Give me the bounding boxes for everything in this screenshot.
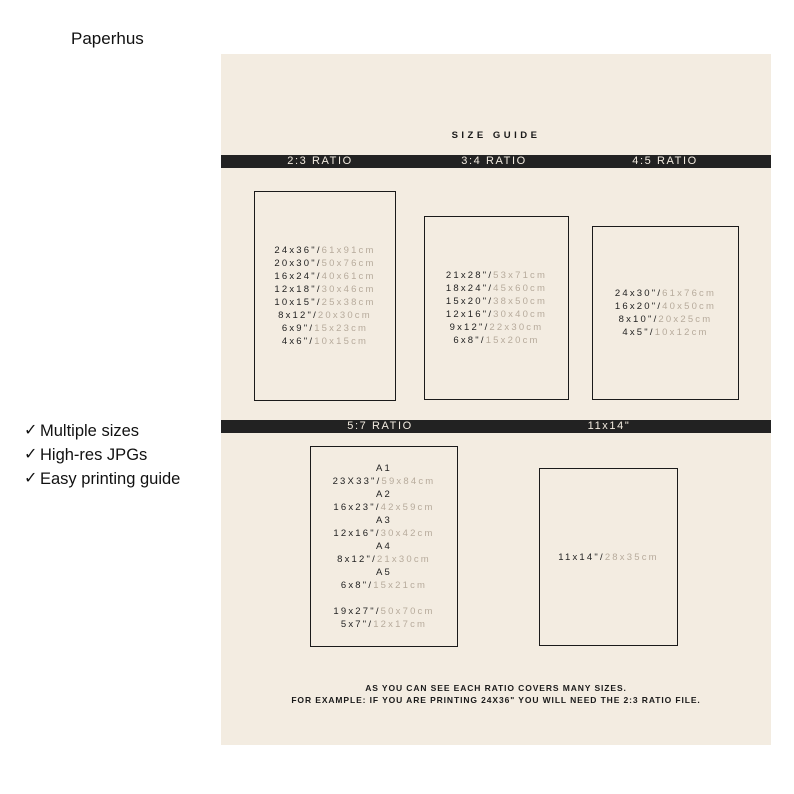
size-row: 24x30"/61x76cm xyxy=(614,288,717,299)
note-line-2: FOR EXAMPLE: IF YOU ARE PRINTING 24X36" YOU WILL NEED THE 2:3 RATIO FILE. xyxy=(291,695,701,705)
paper-label-a4: A4 xyxy=(375,541,393,552)
size-row: 18x24"/45x60cm xyxy=(445,283,548,294)
size-row: 19x27"/50x70cm xyxy=(333,606,435,617)
size-list-11x14 xyxy=(558,551,659,564)
size-row: 6x8"/15x20cm xyxy=(453,335,540,346)
ratio-bar-bottom xyxy=(221,420,771,433)
ratio-label-3-4: 3:4 RATIO xyxy=(461,155,527,167)
size-row: 23X33"/59x84cm xyxy=(332,476,436,487)
ratio-label-5-7: 5:7 RATIO xyxy=(347,420,413,432)
feature-text: Multiple sizes xyxy=(40,422,140,440)
feature-text: Easy printing guide xyxy=(40,470,181,488)
size-row: 8x12"/20x30cm xyxy=(278,310,372,321)
brand-name: Paperhus xyxy=(71,29,144,48)
paper-label-a5: A5 xyxy=(375,567,393,578)
size-row: 24x36"/61x91cm xyxy=(274,245,376,256)
feature-item xyxy=(24,443,180,467)
note-line-1: AS YOU CAN SEE EACH RATIO COVERS MANY SIZES. xyxy=(365,683,627,693)
size-row: 16x24"/40x61cm xyxy=(274,271,376,282)
size-row: 4x5"/10x12cm xyxy=(622,327,709,338)
size-row: 11x14"/28x35cm xyxy=(558,551,659,563)
frame-3-4 xyxy=(424,216,569,400)
paper-label-a3: A3 xyxy=(375,515,393,526)
size-row: 8x10"/20x25cm xyxy=(618,314,713,325)
frame-2-3 xyxy=(254,191,396,401)
size-row: 12x18"/30x46cm xyxy=(274,284,376,295)
size-guide-title: SIZE GUIDE xyxy=(451,130,541,141)
ratio-label-11x14: 11x14" xyxy=(587,420,631,432)
size-list-5-7 xyxy=(333,462,436,631)
ratio-label-2-3: 2:3 RATIO xyxy=(287,155,353,167)
size-list-4-5 xyxy=(615,287,716,339)
ratio-label-4-5: 4:5 RATIO xyxy=(632,155,698,167)
size-row: 9x12"/22x30cm xyxy=(449,322,544,333)
frame-11x14 xyxy=(539,468,678,646)
size-row: 12x16"/30x40cm xyxy=(445,309,548,320)
ratio-bar-top xyxy=(221,155,771,168)
size-row: 20x30"/50x76cm xyxy=(274,258,376,269)
frame-5-7 xyxy=(310,446,458,647)
size-row: 15x20"/38x50cm xyxy=(445,296,548,307)
size-row: 4x6"/10x15cm xyxy=(281,336,369,347)
size-guide-panel xyxy=(221,54,771,745)
check-icon: ✓ xyxy=(24,446,38,463)
size-row: 10x15"/25x38cm xyxy=(274,297,376,308)
feature-item xyxy=(24,419,180,443)
size-row: 12x16"/30x42cm xyxy=(333,528,435,539)
paper-label-a2: A2 xyxy=(375,489,393,500)
spacer xyxy=(333,592,436,605)
size-row: 6x8"/15x21cm xyxy=(340,580,428,591)
size-row: 5x7"/12x17cm xyxy=(340,619,428,630)
size-list-3-4 xyxy=(446,269,547,347)
size-list-2-3 xyxy=(274,244,375,348)
frame-4-5 xyxy=(592,226,739,400)
feature-text: High-res JPGs xyxy=(40,446,148,464)
check-icon: ✓ xyxy=(24,470,38,487)
feature-item xyxy=(24,467,180,491)
size-row: 6x9"/15x23cm xyxy=(281,323,369,334)
size-row: 16x20"/40x50cm xyxy=(614,301,717,312)
size-row: 21x28"/53x71cm xyxy=(445,270,548,281)
size-row: 16x23"/42x59cm xyxy=(333,502,435,513)
check-icon: ✓ xyxy=(24,422,38,439)
paper-label-a1: A1 xyxy=(375,463,393,474)
size-row: 8x12"/21x30cm xyxy=(337,554,431,565)
feature-list xyxy=(24,419,180,491)
